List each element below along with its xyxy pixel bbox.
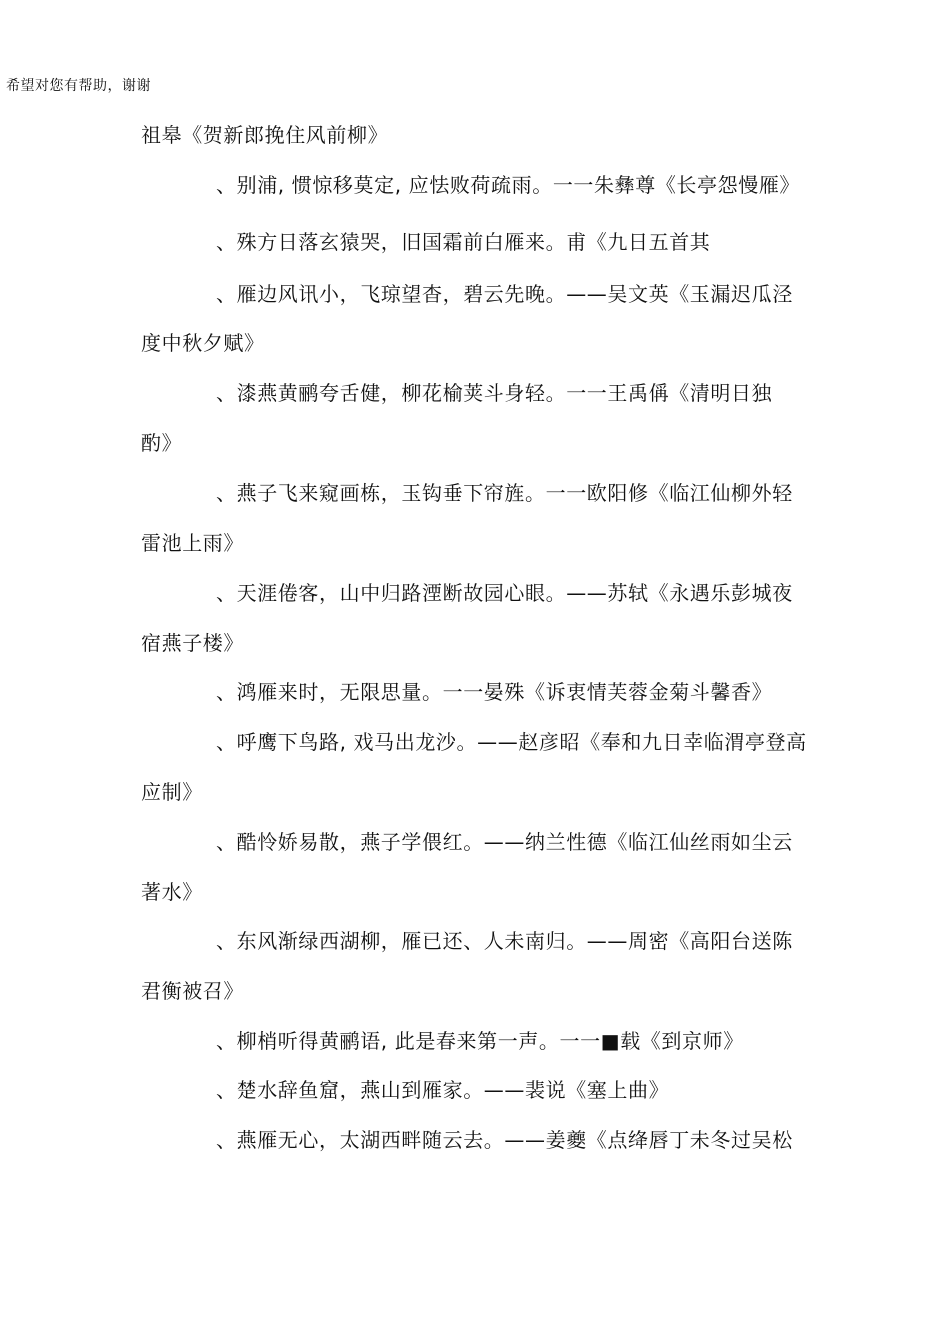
quote-continuation: 君衡被召》 <box>141 979 244 1003</box>
quote-line: 、呼鹰下鸟路, 戏马出龙沙。——赵彦昭《奉和九日幸临渭亭登高 <box>216 730 807 754</box>
quote-line: 、鸿雁来时，无限思量。一一晏殊《诉衷情芙蓉金菊斗馨香》 <box>216 680 773 704</box>
thank-you-note: 希望对您有帮助，谢谢 <box>6 78 151 94</box>
quote-line: 、酷怜娇易散，燕子学偎红。——纳兰性德《临江仙丝雨如尘云 <box>216 830 793 854</box>
quote-continuation: 酌》 <box>141 431 183 455</box>
quote-continuation: 雷池上雨》 <box>141 531 244 555</box>
quote-line: 、雁边风讯小，飞琼望杳，碧云先晚。——吴文英《玉漏迟瓜泾 <box>216 282 793 306</box>
quote-continuation: 著水》 <box>141 880 203 904</box>
quote-continuation: 度中秋夕赋》 <box>141 331 265 355</box>
quote-continuation: 宿燕子楼》 <box>141 631 244 655</box>
quote-line: 、柳梢听得黄鹂语, 此是春来第一声。一一■载《到京师》 <box>216 1029 744 1053</box>
quote-line: 、楚水辞鱼窟，燕山到雁家。——裴说《塞上曲》 <box>216 1078 670 1102</box>
quote-line: 、燕雁无心，太湖西畔随云去。——姜夔《点绛唇丁未冬过吴松 <box>216 1128 793 1152</box>
quote-line: 、殊方日落玄猿哭，旧国霜前白雁来。甫《九日五首其 <box>216 230 711 254</box>
author-line: 祖皋《贺新郎挽住风前柳》 <box>141 123 389 147</box>
quote-line: 、漆燕黄鹂夸舌健，柳花榆荚斗身轻。一一王禹偁《清明日独 <box>216 381 773 405</box>
quote-line: 、东风渐绿西湖柳，雁已还、人未南归。——周密《高阳台送陈 <box>216 929 793 953</box>
quote-line: 、燕子飞来窥画栋，玉钩垂下帘旌。一一欧阳修《临江仙柳外轻 <box>216 481 793 505</box>
quote-line: 、别浦, 惯惊移莫定, 应怯败荷疏雨。一一朱彝尊《长亭怨慢雁》 <box>216 173 801 197</box>
quote-continuation: 应制》 <box>141 780 203 804</box>
quote-line: 、天涯倦客，山中归路湮断故园心眼。——苏轼《永遇乐彭城夜 <box>216 581 793 605</box>
